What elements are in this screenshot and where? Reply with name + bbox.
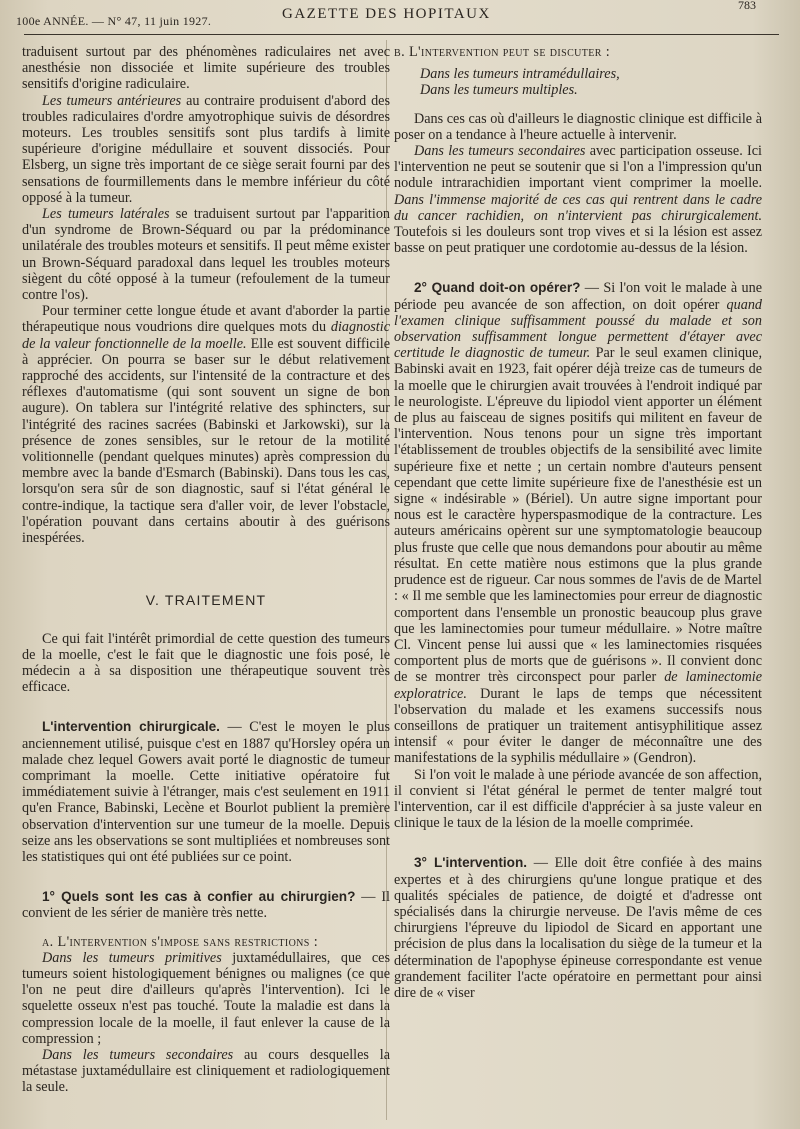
emphasis: Les tumeurs antérieures <box>42 92 182 109</box>
emphasis: Dans l'immense majorité de ces cas qui rentrent dans le cadre du cancer rachidien, on n'intervient pas chirurgicalement. <box>394 191 762 224</box>
emphasis: de laminectomie exploratrice. <box>394 669 762 702</box>
list-item: Dans les tumeurs multiples. <box>420 82 578 99</box>
run-in-heading: L'intervention chirurgicale. <box>42 719 220 735</box>
paragraph-text: Toutefois si les douleurs sont trop vives et si la lésion est assez basse on peut pratiquer une cordotomie au-dessus de la lésion. <box>394 224 762 257</box>
paragraph-text: Durant le laps de temps que nécessitent l'observation du malade et les examens successifs nous conseillons de pratiquer un traitement antisyphilitique assez intensif « pour éviter le danger de méconnaître une des manifestations de la syphilis médullaire » (Gendron). <box>394 685 762 767</box>
paragraph-text: au cours desquelles la métastase juxtamédullaire est cliniquement et radiologiquement la seule. <box>22 1046 390 1096</box>
paragraph-text: au contraire produisent d'abord des troubles radiculaires d'ordre amyotrophique suivis de désordres moteurs. Les troubles sensitifs sont plus tardifs à limite supérieure d'origine médullaire et souvent dissociés. Pour Elsberg, un signe très important de ce siège serait fourni par des sensations de fourmillements dans le membre inférieur du côté opposé à la tumeur. <box>22 92 390 206</box>
paragraph-text: — Si l'on voit le malade à une période peu avancée de son affection, on doit opérer <box>394 280 762 313</box>
run-in-heading: 1° Quels sont les cas à confier au chirurgien? <box>42 889 356 905</box>
section-heading: V. TRAITEMENT <box>145 592 267 609</box>
paragraph <box>22 206 390 303</box>
paragraph-text: — Elle doit être confiée à des mains expertes et à des chirurgiens qu'une longue pratique et des qualités spéciales de patience, de doigté et d'adresse ont spécialisés dans la chirurgie nerveuse. De l'avis même de ces chirurgiens l'épreuve du lipiodol de Sicard en apportant une précision de plus dans la localisation du siège de la tumeur et la détermination de l'apophyse épineuse correspondante est venue grandement faciliter l'acte opératoire en permettant pour ainsi dire de « viser <box>394 855 762 1001</box>
paragraph-text: se traduisent surtout par l'apparition d'un syndrome de Brown-Séquard ou par la prédominance unilatérale des troubles moteurs et sensitifs. Il peut même exister un Brown-Séquard paradoxal dans lequel les troubles moteurs siègent du côté opposé à la tumeur (refoulement de la tumeur contre l'os). <box>22 206 391 304</box>
emphasis: quand l'examen clinique suffisamment poussé du malade et son observation suffisamment longue permettent d'étayer avec certitude le diagnostic de tumeur. <box>394 296 762 362</box>
left-column <box>22 44 390 1096</box>
page-number: 783 <box>738 0 756 12</box>
paragraph <box>22 93 390 206</box>
subheading: b. L'intervention peut se discuter : <box>394 44 611 60</box>
paragraph: Si l'on voit le malade à une période avancée de son affection, il convient si l'état général le permet de tenter malgré tout l'intervention, car il est difficile d'apprécier à sa juste valeur en clinique le taux de la lésion de la moelle comprimée. <box>394 766 762 832</box>
paragraph <box>22 1047 390 1096</box>
emphasis: Dans les tumeurs secondaires <box>42 1046 234 1063</box>
paragraph <box>22 950 390 1047</box>
header-rule <box>24 34 779 35</box>
run-in-heading: 3° L'intervention. <box>414 855 528 871</box>
paragraph-text: Par le seul examen clinique, Babinski avait en 1923, fait opérer déjà treize cas de tumeurs de la moelle que le chirurgien avait trouvées à l'endroit indiqué par le neurologiste. L'épreuve du lipiodol vient apporter un élément de plus au faisceau de signes positifs qui militent en faveur de l'intervention. Nous tenons pour un signe très important l'établissement de troubles objectifs de la sensibilité avec limite supérieure fixe et nette ; un certain nombre d'auteurs pensent cependant que cette limite supérieure fixe de l'anesthésie est un signe « indésirable » (Bériel). Un autre signe important pour nous est le caractère hyperspasmodique de la contracture. Les auteurs américains opèrent sur une symptomatologie beaucoup plus fruste que celle que nous demandons pour aboutir au même résultat. En cette matière nous estimons que la plus grande prudence est de rigueur. Car nous sommes de l'avis de de Martel : « Il me semble que les laminectomies pour erreur de diagnostic comportent dans l'ensemble un pronostic beaucoup plus grave que les laminectomies pour tumeur médullaire. » Notre maître Cl. Vincent pense lui aussi que « les laminectomies risquées comportent plus de morts que de guérisons ». Il convient donc de se montrer très circonspect pour parler <box>394 345 762 686</box>
paragraph <box>394 855 762 1001</box>
paragraph <box>394 143 762 256</box>
issue-line: 100e ANNÉE. — N° 47, 11 juin 1927. <box>16 14 212 28</box>
emphasis: Les tumeurs latérales <box>42 206 170 223</box>
run-in-heading: 2° Quand doit-on opérer? <box>414 280 581 296</box>
page-header <box>0 0 800 40</box>
emphasis: diagnostic de la valeur fonctionnelle de la moelle. <box>22 319 390 352</box>
list-item: Dans les tumeurs intramédullaires, <box>420 66 620 83</box>
subheading: a. L'intervention s'impose sans restrictions : <box>42 933 319 950</box>
journal-title: GAZETTE DES HOPITAUX <box>282 6 491 22</box>
paragraph: traduisent surtout par des phénomènes radiculaires net avec anesthésie non dissociée et limite supérieure des troubles sensitifs d'origine radiculaire. <box>22 44 390 93</box>
paragraph <box>22 303 390 546</box>
paragraph-text: Pour terminer cette longue étude et avant d'aborder la partie thérapeutique nous voudrions dire quelques mots du <box>22 303 390 336</box>
paragraph-text: — C'est le moyen le plus anciennement utilisé, puisque c'est en 1887 qu'Horsley opéra un malade chez lequel Gowers avait porté le diagnostic de tumeur comprimant la moelle. Cette initiative opératoire fut immédiatement suivie à l'étranger, mais c'est seulement en 1911 qu'en France, Babinski, Lecène et Bourlot publient la première observation d'intervention sur une tumeur de la moelle. Depuis seize ans les observations se sont multipliées et nombreuses sont les statistiques qui ont été publiées sur ce point. <box>22 719 390 865</box>
paragraph-text: juxtamédullaires, que ces tumeurs soient histologiquement bénignes ou malignes (ce que l'on ne peut dire d'ailleurs qu'après l'intervention). Ici le squelette osseux n'est pas touché. Toute la maladie est dans la compression locale de la moelle, il faut enlever la cause de la compression ; <box>22 949 390 1047</box>
paragraph: Dans ces cas où d'ailleurs le diagnostic clinique est difficile à poser on a tendance à l'heure actuelle à intervenir. <box>394 110 762 143</box>
paragraph <box>394 280 762 766</box>
paragraph-text: avec participation osseuse. Ici l'intervention ne peut se soutenir que si l'on a l'impression qu'un nodule intrarachidien important vient comprimer la moelle. <box>394 143 762 192</box>
paragraph <box>22 719 390 865</box>
paragraph-text: Elle est souvent difficile à apprécier. On pourra se baser sur le début relativement rapproché des accidents, sur l'intensité de la contracture et des réflexes d'automatisme (qui sont souvent un signe de bon augure). On tablera sur l'intégrité relative des sphincters, sur l'intégrité des racines sacrées (Babinski et Jarkowski), sur la présence de zones sensibles, sur le retour de la motilité volitionnelle (pendant quelques minutes) après compression du membre avec la bande d'Esmarch (Babinski). Dans tous les cas, lorsqu'on sera sûr de son diagnostic, sauf si l'état général le contre-indique, la tactique sera d'aller voir, de lever l'obstacle, l'opération pouvant dans certains aboutir à des guérisons inespérées. <box>22 335 390 547</box>
right-column <box>394 44 762 1001</box>
paragraph: Ce qui fait l'intérêt primordial de cette question des tumeurs de la moelle, c'est le fait que le diagnostic une fois posé, le médecin a à sa disposition une thérapeutique souvent très efficace. <box>22 630 390 696</box>
paragraph-text: — Il convient de les sérier de manière très nette. <box>22 889 390 922</box>
emphasis: Dans les tumeurs primitives <box>42 949 222 966</box>
emphasis: Dans les tumeurs secondaires <box>414 143 586 160</box>
paragraph <box>22 889 390 921</box>
